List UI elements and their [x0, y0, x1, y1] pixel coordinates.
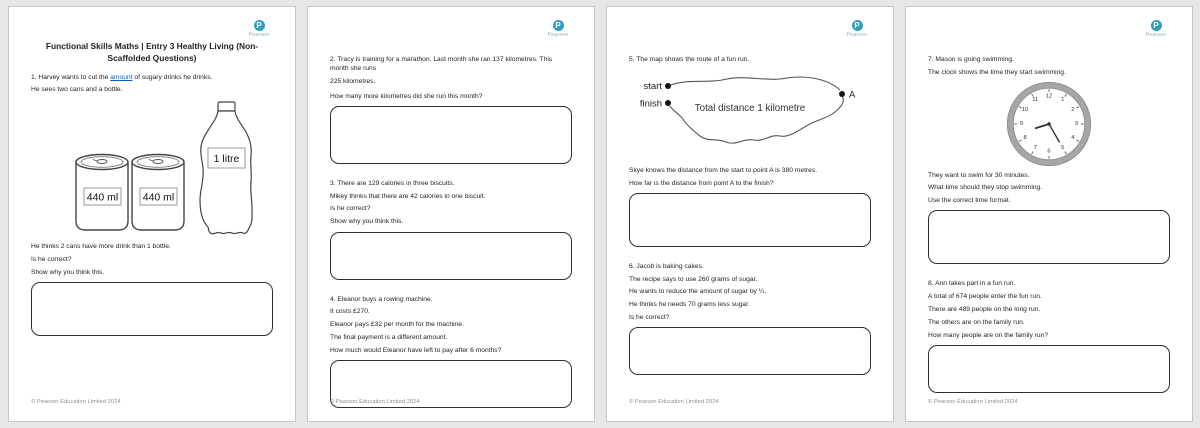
svg-text:11: 11 [1032, 96, 1039, 103]
svg-text:7: 7 [1033, 144, 1037, 151]
drinks-illustration [40, 98, 265, 238]
question-7-line-1: 7. Mason is going swimming. [928, 56, 1014, 63]
question-5-line-3: How far is the distance from point A to the finish? [629, 179, 774, 187]
question-7-line-3: They want to swim for 30 minutes. [928, 171, 1030, 179]
worksheet-title: Functional Skills Maths | Entry 3 Healthy Living (Non-Scaffolded Questions) [45, 41, 259, 63]
question-8-line-2: A total of 674 people enter the fun run. [928, 293, 1042, 301]
question-4-line-3: Eleanor pays £32 per month for the machine. [330, 321, 464, 329]
copyright-footer: © Pearson Education Limited 2024 [928, 399, 1018, 405]
copyright-footer: © Pearson Education Limited 2024 [629, 399, 719, 405]
page-4 [905, 6, 1193, 422]
question-1-line-5: Show why you think this. [31, 268, 105, 276]
question-6-line-2: The recipe says to use 260 grams of sugar. [629, 275, 758, 283]
pearson-logo-icon: P [1151, 20, 1162, 31]
question-6-line-4: He thinks he needs 70 grams less sugar. [629, 301, 750, 309]
question-6-line-1: 6. Jacob is baking cakes. [629, 262, 704, 270]
analogue-clock [1006, 81, 1092, 167]
pearson-logo-icon: P [553, 20, 564, 31]
question-1-line-2: He sees two cans and a bottle. [31, 86, 123, 94]
can-volume-label: 440 ml [142, 191, 174, 204]
clock-center [1047, 122, 1050, 125]
question-8-line-5: How many people are on the family run? [928, 331, 1049, 339]
svg-text:3: 3 [1074, 120, 1079, 127]
question-8-line-4: The others are on the family run. [928, 318, 1025, 326]
svg-text:6: 6 [1047, 148, 1051, 155]
question-1-line-3: He thinks 2 cans have more drink than 1 bottle. [31, 243, 171, 251]
pearson-logo [1138, 20, 1174, 38]
question-7-line-4: What time should they stop swimming. [928, 184, 1043, 192]
svg-text:1: 1 [1061, 96, 1065, 103]
question-3-line-2: Mikey thinks that there are 42 calories in one biscuit. [330, 192, 486, 200]
answer-box-q8 [928, 345, 1170, 393]
bottle [200, 102, 252, 234]
fun-run-map [632, 68, 868, 162]
start-point [665, 83, 671, 89]
pearson-logo-text: Pearson [1145, 32, 1167, 38]
bottle-volume-label: 1 litre [213, 153, 239, 166]
question-7-line-5: Use the correct time format. [928, 197, 1011, 205]
answer-box-q7 [928, 210, 1170, 264]
svg-text:12: 12 [1045, 93, 1053, 100]
question-3-line-3: Is he correct? [330, 205, 371, 213]
question-6-line-5: Is he correct? [629, 313, 670, 321]
pearson-logo-icon: P [852, 20, 863, 31]
point-a [839, 91, 845, 97]
point-a-label: A [849, 89, 856, 101]
question-3-line-1: 3. There are 129 calories in three biscuits. [330, 179, 455, 187]
answer-box-q5 [629, 193, 871, 247]
answer-box-q6 [629, 327, 871, 375]
question-1-text-post: of sugary drinks he drinks. [132, 73, 213, 81]
question-1-text-pre: 1. Harvey wants to cut the [31, 73, 111, 81]
svg-text:9: 9 [1019, 120, 1024, 127]
question-8-line-3: There are 489 people on the long run. [928, 305, 1041, 313]
pearson-logo-text: Pearson [846, 32, 868, 38]
question-4-line-5: How much would Eleanor have left to pay after 6 months? [330, 346, 502, 354]
amount-link[interactable]: amount [110, 73, 133, 81]
question-4-line-1: 4. Eleanor buys a rowing machine. [330, 295, 433, 303]
map-caption: Total distance 1 kilometre [694, 102, 806, 114]
svg-text:5: 5 [1061, 144, 1065, 151]
svg-text:8: 8 [1023, 134, 1027, 141]
question-4-line-2: It costs £270. [330, 308, 370, 316]
pearson-logo-icon: P [254, 20, 265, 31]
question-5-line-2: Skye knows the distance from the start to point A is 380 metres. [629, 166, 818, 174]
svg-text:4: 4 [1071, 134, 1075, 141]
pearson-logo-text: Pearson [547, 32, 569, 38]
copyright-footer: © Pearson Education Limited 2024 [330, 399, 420, 405]
page-3 [606, 6, 894, 422]
question-5-line-1: 5. The map shows the route of a fun run. [629, 56, 750, 63]
pearson-logo [839, 20, 875, 38]
answer-box-q3 [330, 232, 572, 280]
svg-text:10: 10 [1021, 106, 1029, 113]
finish-point [665, 100, 671, 106]
route-top-path [668, 77, 840, 90]
start-label: start [643, 80, 662, 92]
question-2-line-2: 225 kilometres. [330, 78, 376, 86]
can-2 [132, 155, 184, 231]
question-1-line-4: Is he correct? [31, 255, 72, 263]
copyright-footer: © Pearson Education Limited 2024 [31, 399, 121, 405]
question-1-intro [31, 73, 273, 82]
pearson-logo [241, 20, 277, 38]
can-volume-label: 440 ml [86, 191, 118, 204]
pearson-logo [540, 20, 576, 38]
answer-box-q2 [330, 106, 572, 164]
finish-label: finish [639, 98, 662, 110]
question-7-line-2: The clock shows the time they start swimming. [928, 68, 1066, 76]
pearson-logo-text: Pearson [248, 32, 270, 38]
question-6-line-3: He wants to reduce the amount of sugar by ¼. [629, 288, 767, 296]
question-8-line-1: 8. Ann takes part in a fun run. [928, 280, 1016, 288]
question-4-line-4: The final payment is a different amount. [330, 333, 448, 341]
page-2 [307, 6, 595, 422]
answer-box-q1 [31, 282, 273, 336]
question-2-line-1: 2. Tracy is training for a marathon. Last month she ran 137 kilometres. This month she runs [330, 56, 553, 73]
question-2-line-3: How many more kilometres did she run this month? [330, 92, 483, 100]
page-1 [8, 6, 296, 422]
question-3-line-4: Show why you think this. [330, 218, 404, 226]
svg-text:2: 2 [1071, 106, 1075, 113]
can-1 [76, 155, 128, 231]
